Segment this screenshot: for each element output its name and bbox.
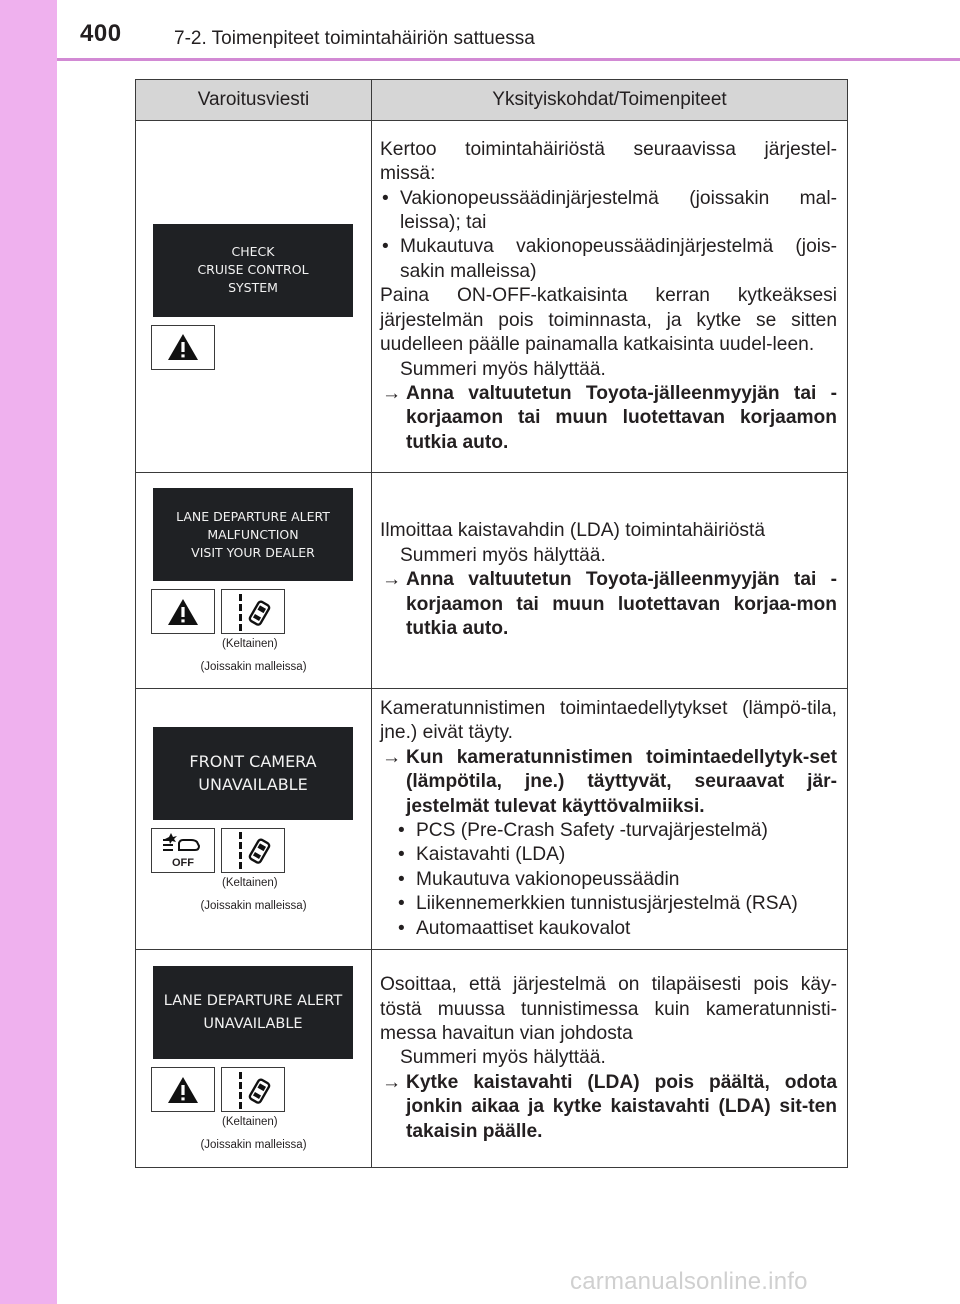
yellow-color-note: (Keltainen) <box>222 876 278 889</box>
buzzer-note: Summeri myös hälyttää. <box>400 544 606 566</box>
yellow-color-note: (Keltainen) <box>222 638 278 650</box>
column-header-details: Yksityiskohdat/Toimenpiteet <box>372 80 848 121</box>
details-text: Paina ON-OFF-katkaisinta kerran kytkeäksesi järjestelmän pois toiminnasta, ja kytke se sitten uudelleen päälle painamalla katkaisinta uudel-leen. <box>380 285 837 356</box>
pcs-off-icon <box>151 828 215 873</box>
screen-line: CHECK <box>231 244 275 259</box>
system-list-item: • PCS (Pre-Crash Safety -turvajärjestelmä) <box>398 820 768 842</box>
screen-line: LANE DEPARTURE ALERT <box>176 508 330 524</box>
models-note: (Joissakin malleissa) <box>200 1139 307 1152</box>
bullet-text: Vakionopeussäädinjärjestelmä (joissakin mal-leissa); tai <box>400 187 837 234</box>
table-row <box>136 689 848 950</box>
details-text: Osoittaa, että järjestelmä on tilapäisesti pois käy-töstä muussa tunnistimessa kuin kameratunnisti-messa havaitun vian johdosta <box>380 974 837 1044</box>
details-bullet: • Mukautuva vakionopeussäädinjärjestelmä (jois-sakin malleissa) <box>382 236 837 282</box>
display-message-screen <box>153 966 353 1059</box>
warning-triangle-icon <box>151 589 215 634</box>
action-instruction: → Anna valtuutetun Toyota-jälleenmyyjän tai -korjaamon tai muun luotettavan korjaamon tutkia auto. <box>382 382 837 453</box>
details-bullet: • Vakionopeussäädinjärjestelmä (joissakin mal-leissa); tai <box>382 187 837 234</box>
models-note: (Joissakin malleissa) <box>200 899 307 912</box>
action-text: Kun kameratunnistimen toimintaedellytyk-set (lämpötila, jne.) täyttyvät, seuraavat jär-jestelmät tulevat käyttövalmiiksi. <box>406 746 837 817</box>
display-message-screen <box>153 224 353 317</box>
section-title: 7-2. Toimenpiteet toimintahäiriön sattuessa <box>174 28 535 49</box>
system-list-item: • Automaattiset kaukovalot <box>398 917 631 939</box>
screen-line: VISIT YOUR DEALER <box>191 544 315 560</box>
yellow-color-note: (Keltainen) <box>222 1116 278 1129</box>
list-text: Liikennemerkkien tunnistusjärjestelmä (RSA) <box>416 893 798 915</box>
column-header-warning: Varoitusviesti <box>136 80 372 121</box>
details-cell <box>372 689 848 950</box>
screen-line: LANE DEPARTURE ALERT <box>163 992 343 1009</box>
header-rule <box>57 58 960 61</box>
screen-line: FRONT CAMERA <box>189 752 317 772</box>
action-instruction: → Anna valtuutetun Toyota-jälleenmyyjän tai -korjaamon tai muun luotettavan korjaa-mon tutkia auto. <box>382 569 837 640</box>
list-text: Mukautuva vakionopeussäädin <box>416 868 680 890</box>
table-header-row <box>136 80 848 121</box>
models-note: (Joissakin malleissa) <box>200 661 307 673</box>
screen-line: CRUISE CONTROL <box>197 262 309 277</box>
warning-image-cell <box>136 950 372 1168</box>
page-number: 400 <box>80 20 122 47</box>
screen-line: UNAVAILABLE <box>203 1015 303 1032</box>
details-text: Ilmoittaa kaistavahdin (LDA) toimintahäiriöstä <box>380 520 765 542</box>
warning-image-cell <box>136 689 372 950</box>
table-row <box>136 473 848 689</box>
warning-image-cell <box>136 121 372 473</box>
page-sidebar-band <box>0 0 57 1304</box>
action-instruction: → Kytke kaistavahti (LDA) pois päältä, odota jonkin aikaa ja kytke kaistavahti (LDA) sit-ten takaisin päälle. <box>382 1071 837 1142</box>
table-row <box>136 121 848 473</box>
system-list-item: • Kaistavahti (LDA) <box>398 844 566 866</box>
warning-triangle-icon <box>151 1067 215 1112</box>
warning-triangle-icon <box>151 325 215 370</box>
system-list-item: • Liikennemerkkien tunnistusjärjestelmä (RSA) <box>398 893 798 915</box>
action-text: Kytke kaistavahti (LDA) pois päältä, odota jonkin aikaa ja kytke kaistavahti (LDA) sit-ten takaisin päälle. <box>406 1071 837 1142</box>
lane-departure-icon <box>221 828 285 873</box>
screen-line: SYSTEM <box>228 280 278 295</box>
display-message-screen <box>153 488 353 581</box>
details-text: Kertoo toimintahäiriöstä seuraavissa järjestel- <box>380 138 837 160</box>
screen-line: MALFUNCTION <box>207 526 299 542</box>
buzzer-note: Summeri myös hälyttää. <box>400 358 606 380</box>
details-cell <box>372 121 848 473</box>
display-message-screen <box>153 727 353 820</box>
action-instruction: → Kun kameratunnistimen toimintaedellytyk-set (lämpötila, jne.) täyttyvät, seuraavat jär-jestelmät tulevat käyttövalmiiksi. <box>382 746 837 817</box>
details-cell <box>372 950 848 1168</box>
list-text: Automaattiset kaukovalot <box>416 917 631 939</box>
site-watermark: carmanualsonline.info <box>570 1268 808 1295</box>
lane-departure-icon <box>221 1067 285 1112</box>
buzzer-note: Summeri myös hälyttää. <box>400 1047 606 1069</box>
details-text: Kameratunnistimen toimintaedellytykset (lämpö-tila, jne.) eivät täyty. <box>380 698 837 744</box>
action-text: Anna valtuutetun Toyota-jälleenmyyjän tai -korjaamon tai muun luotettavan korjaa-mon tutkia auto. <box>406 569 837 640</box>
system-list-item: • Mukautuva vakionopeussäädin <box>398 868 680 890</box>
pcs-off-label: OFF <box>172 856 194 869</box>
details-text: missä: <box>380 163 436 185</box>
table-row <box>136 950 848 1168</box>
bullet-text: Mukautuva vakionopeussäädinjärjestelmä (jois-sakin malleissa) <box>400 236 837 282</box>
list-text: PCS (Pre-Crash Safety -turvajärjestelmä) <box>416 820 768 842</box>
details-cell <box>372 473 848 689</box>
warning-message-table <box>135 79 848 1168</box>
screen-line: UNAVAILABLE <box>198 775 308 795</box>
action-text: Anna valtuutetun Toyota-jälleenmyyjän tai -korjaamon tai muun luotettavan korjaamon tutkia auto. <box>406 382 837 453</box>
lane-departure-icon <box>221 589 285 634</box>
warning-image-cell <box>136 473 372 689</box>
list-text: Kaistavahti (LDA) <box>416 844 566 866</box>
